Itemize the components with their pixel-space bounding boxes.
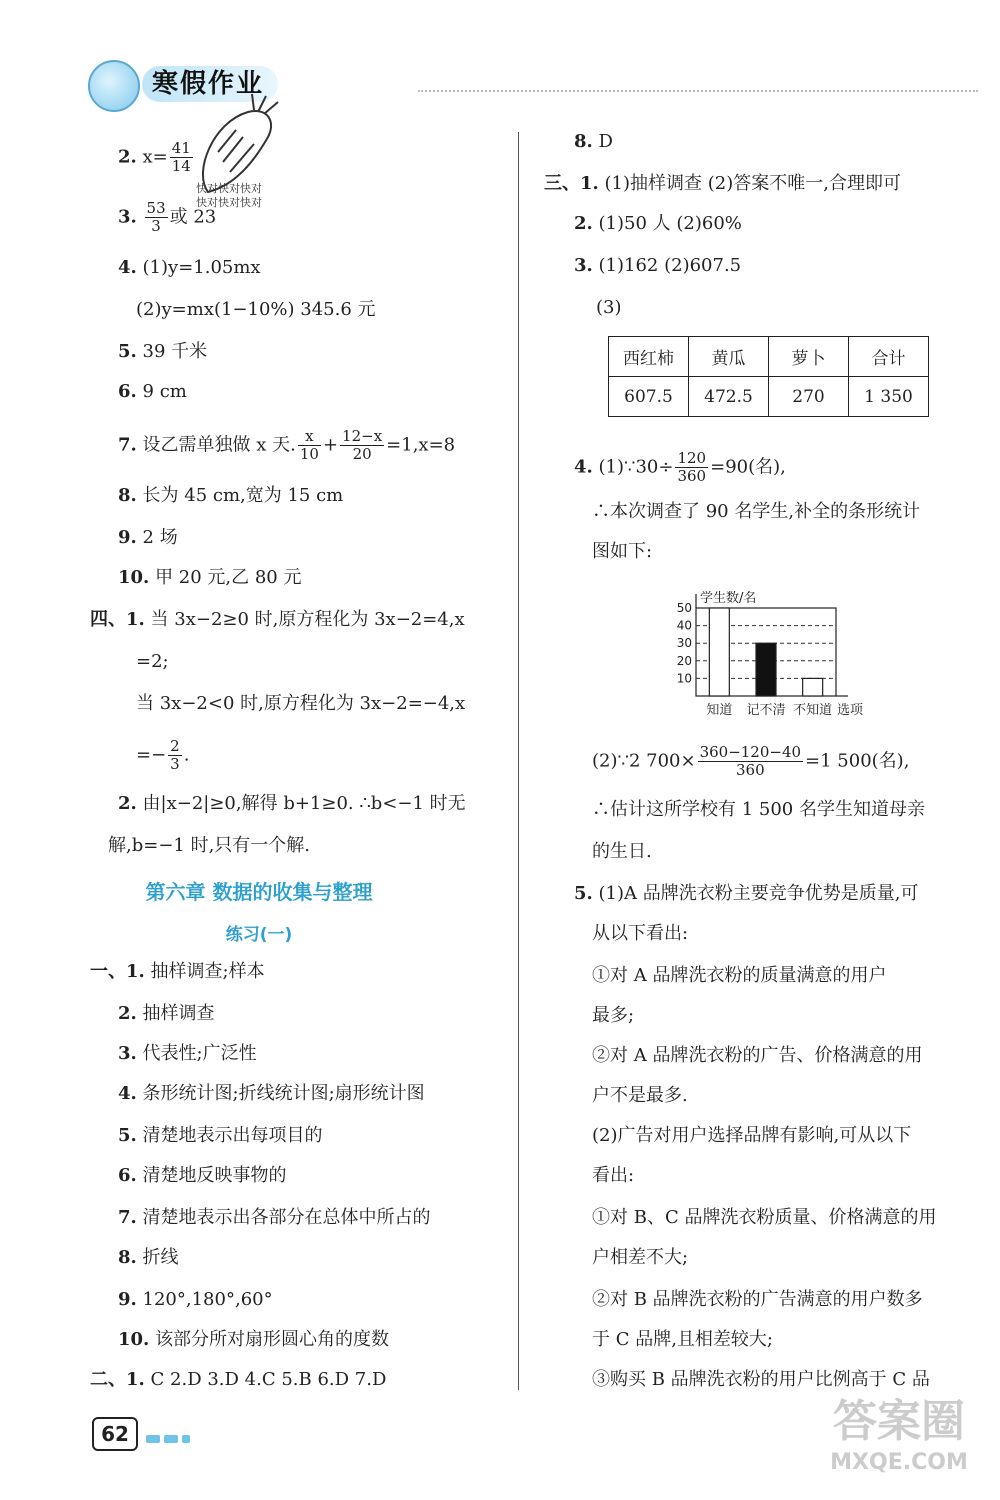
item-number: 3. bbox=[574, 255, 593, 276]
item-number: 3. bbox=[118, 1043, 137, 1064]
answer-s4-1 bbox=[90, 608, 465, 632]
answer-e9 bbox=[118, 1288, 273, 1312]
answer-e3 bbox=[118, 1042, 257, 1066]
watermark-sub: MXQE.COM bbox=[830, 1450, 968, 1475]
answer-r4-part2 bbox=[592, 744, 909, 779]
answer-text: =1 500(名), bbox=[805, 750, 910, 772]
answer-e6 bbox=[118, 1164, 287, 1188]
answer-e1 bbox=[90, 960, 265, 984]
answer-s4-1-cont: =2; bbox=[136, 651, 169, 672]
answer-text: 或 23 bbox=[169, 206, 217, 228]
table-header-cell: 萝卜 bbox=[769, 337, 849, 377]
answer-text: 长为 45 cm,宽为 15 cm bbox=[142, 485, 344, 506]
answer-r3-1 bbox=[544, 172, 901, 196]
watermark-main: 答案圈 bbox=[833, 1396, 965, 1447]
answer-text: =− bbox=[136, 744, 167, 766]
answer-r5-line: (2)广告对用户选择品牌有影响,可从以下 bbox=[592, 1125, 912, 1146]
column-divider bbox=[518, 132, 519, 1390]
table-header-cell: 西红柿 bbox=[609, 337, 689, 377]
answer-text: 120°,180°,60° bbox=[142, 1289, 273, 1310]
item-number: 5. bbox=[118, 341, 137, 362]
item-number: 三、1. bbox=[544, 173, 599, 194]
item-number: 9. bbox=[118, 1289, 137, 1310]
table-cell: 472.5 bbox=[689, 377, 769, 417]
item-number: 4. bbox=[118, 1083, 137, 1104]
fraction bbox=[145, 200, 168, 235]
answer-q4-part2: (2)y=mx(1−10%) 345.6 元 bbox=[136, 299, 376, 320]
denominator: 360 bbox=[677, 467, 707, 485]
table-header-cell: 合计 bbox=[849, 337, 929, 377]
denominator: 3 bbox=[170, 755, 180, 773]
item-number: 2. bbox=[118, 1003, 137, 1024]
chart-category-label: 不知道 bbox=[793, 703, 833, 718]
item-number: 2. bbox=[118, 793, 137, 814]
answer-text: (1)162 (2)607.5 bbox=[598, 255, 742, 276]
answer-r5-line: 从以下看出: bbox=[592, 923, 689, 944]
answer-r8 bbox=[574, 130, 613, 154]
answer-q3 bbox=[118, 200, 216, 235]
chart-ylabel: 学生数/名 bbox=[700, 591, 757, 606]
answer-q6 bbox=[118, 380, 187, 404]
answer-text: 折线 bbox=[142, 1247, 179, 1268]
answer-r5-line: ②对 A 品牌洗衣粉的广告、价格满意的用 bbox=[592, 1045, 923, 1066]
denominator: 3 bbox=[151, 217, 161, 235]
item-number: 9. bbox=[118, 527, 137, 548]
answer-text: 甲 20 元,乙 80 元 bbox=[155, 567, 302, 588]
answer-s4-2-cont: 解,b=−1 时,只有一个解. bbox=[108, 835, 311, 856]
answer-q8 bbox=[118, 484, 343, 508]
fraction bbox=[675, 450, 708, 485]
chart-bar bbox=[756, 643, 776, 696]
answer-q5 bbox=[118, 340, 207, 364]
fraction bbox=[168, 738, 182, 773]
chart-tick-label: 40 bbox=[676, 618, 692, 633]
answer-text: 由|x−2|≥0,解得 b+1≥0. ∴b<−1 时无 bbox=[142, 793, 466, 814]
answer-section2 bbox=[90, 1368, 386, 1392]
answer-r4 bbox=[574, 450, 786, 485]
answer-text: =90(名), bbox=[710, 456, 786, 478]
answer-text: 代表性;广泛性 bbox=[142, 1043, 257, 1064]
item-number: 10. bbox=[118, 567, 150, 588]
answer-text: 清楚地表示出每项目的 bbox=[142, 1125, 323, 1146]
answer-r5-line: ①对 B、C 品牌洗衣粉质量、价格满意的用 bbox=[592, 1207, 937, 1228]
item-number: 一、1. bbox=[90, 961, 145, 982]
answer-text: 清楚地表示出各部分在总体中所占的 bbox=[142, 1207, 431, 1228]
item-number: 6. bbox=[118, 1165, 137, 1186]
answer-text: x= bbox=[142, 146, 168, 168]
table-row bbox=[609, 377, 929, 417]
chapter-title: 第六章 数据的收集与整理 bbox=[145, 880, 373, 904]
item-number: 4. bbox=[574, 456, 593, 478]
table-header-cell: 黄瓜 bbox=[689, 337, 769, 377]
fraction bbox=[298, 428, 321, 463]
answer-text: 抽样调查;样本 bbox=[150, 961, 265, 982]
answer-text: (1)抽样调查 (2)答案不唯一,合理即可 bbox=[604, 173, 901, 194]
denominator: 20 bbox=[352, 445, 372, 463]
numerator: 2 bbox=[170, 737, 180, 755]
watermark bbox=[814, 1396, 984, 1491]
answer-r4-line3: 图如下: bbox=[592, 541, 653, 562]
numerator: 120 bbox=[677, 449, 707, 467]
item-number: 7. bbox=[118, 1207, 137, 1228]
stamp-line: 快对快对快对 bbox=[196, 182, 262, 195]
answer-r5 bbox=[574, 882, 918, 906]
item-number: 8. bbox=[118, 485, 137, 506]
chart-category-label: 知道 bbox=[706, 703, 733, 718]
item-number: 3. bbox=[118, 206, 137, 228]
item-number: 7. bbox=[118, 434, 137, 456]
fraction bbox=[698, 744, 803, 779]
answer-text: =1,x=8 bbox=[386, 434, 456, 456]
answer-r3-3 bbox=[574, 254, 741, 278]
numerator: 12−x bbox=[342, 427, 383, 445]
fraction bbox=[170, 140, 193, 175]
answer-text: 清楚地反映事物的 bbox=[142, 1165, 287, 1186]
answer-text: (1)y=1.05mx bbox=[142, 257, 261, 278]
item-number: 4. bbox=[118, 257, 137, 278]
denominator: 14 bbox=[171, 157, 191, 175]
item-number: 四、1. bbox=[90, 609, 145, 630]
answer-text: 9 cm bbox=[142, 381, 187, 402]
item-number: 5. bbox=[574, 883, 593, 904]
answer-text: 39 千米 bbox=[142, 341, 208, 362]
answer-q7 bbox=[118, 428, 455, 463]
answer-q10 bbox=[118, 566, 301, 590]
answer-s4-2 bbox=[118, 792, 466, 816]
page-number: 62 bbox=[92, 1417, 138, 1451]
item-number: 8. bbox=[574, 131, 593, 152]
chart-bar bbox=[803, 678, 823, 696]
numerator: 41 bbox=[171, 139, 191, 157]
item-number: 6. bbox=[118, 381, 137, 402]
answer-text: 抽样调查 bbox=[142, 1003, 215, 1024]
answer-text: (1)50 人 (2)60% bbox=[598, 213, 742, 234]
answer-text: (2)∵2 700× bbox=[592, 750, 696, 772]
answer-text: D bbox=[598, 131, 613, 152]
item-number: 5. bbox=[118, 1125, 137, 1146]
answer-r5-line: 最多; bbox=[592, 1005, 635, 1026]
answer-text: 条形统计图;折线统计图;扇形统计图 bbox=[142, 1083, 425, 1104]
denominator: 360 bbox=[735, 761, 765, 779]
header-title: 寒假作业 bbox=[142, 66, 278, 102]
mascot-logo-icon bbox=[88, 60, 140, 112]
answer-r4-line5: ∴估计这所学校有 1 500 名学生知道母亲 bbox=[592, 799, 925, 820]
table-cell: 1 350 bbox=[849, 377, 929, 417]
chart-tick-label: 50 bbox=[676, 601, 692, 615]
answer-text: 当 3x−2≥0 时,原方程化为 3x−2=4,x bbox=[150, 609, 465, 630]
item-number: 10. bbox=[118, 1329, 150, 1350]
item-number: 2. bbox=[574, 213, 593, 234]
table-cell: 607.5 bbox=[609, 377, 689, 417]
exercise-title: 练习(一) bbox=[225, 925, 293, 945]
answer-q9 bbox=[118, 526, 178, 550]
answer-text: (1)A 品牌洗衣粉主要竞争优势是质量,可 bbox=[598, 883, 919, 904]
item-number: 2. bbox=[118, 146, 137, 168]
answer-r5-line: ①对 A 品牌洗衣粉的质量满意的用户 bbox=[592, 965, 887, 986]
table-row bbox=[609, 337, 929, 377]
item-number: 二、1. bbox=[90, 1369, 145, 1390]
fraction bbox=[340, 428, 384, 463]
answer-r5-line: 于 C 品牌,且相差较大; bbox=[592, 1329, 774, 1350]
chart-category-label: 记不清 bbox=[746, 703, 786, 718]
answer-text: 该部分所对扇形圆心角的度数 bbox=[155, 1329, 390, 1350]
bar-chart bbox=[660, 578, 890, 728]
answer-r5-line: 户相差不大; bbox=[592, 1247, 689, 1268]
answer-e7 bbox=[118, 1206, 431, 1230]
answer-r4-line6: 的生日. bbox=[592, 841, 652, 862]
answer-r3-3-part3: (3) bbox=[596, 297, 622, 318]
answer-text: 2 场 bbox=[142, 527, 178, 548]
answer-r4-line2: ∴本次调查了 90 名学生,补全的条形统计 bbox=[592, 501, 921, 522]
answer-s4-1-case2: 当 3x−2<0 时,原方程化为 3x−2=−4,x bbox=[136, 693, 466, 714]
answer-text: C 2.D 3.D 4.C 5.B 6.D 7.D bbox=[150, 1369, 387, 1390]
answer-text: (1)∵30÷ bbox=[598, 456, 674, 478]
stamp-line: 快对快对快对 bbox=[196, 196, 262, 209]
answer-r5-line: 户不是最多. bbox=[592, 1085, 688, 1106]
chart-tick-label: 10 bbox=[676, 671, 692, 686]
answer-text: 设乙需单独做 x 天. bbox=[142, 434, 296, 456]
item-number: 8. bbox=[118, 1247, 137, 1268]
answer-e5 bbox=[118, 1124, 323, 1148]
chart-tick-label: 20 bbox=[676, 653, 692, 668]
answer-r3-2 bbox=[574, 212, 742, 236]
chart-bar bbox=[709, 608, 729, 696]
chart-xlabel: 选项 bbox=[836, 703, 864, 718]
denominator: 10 bbox=[299, 445, 319, 463]
numerator: 360−120−40 bbox=[699, 743, 802, 761]
header-dotted-line bbox=[418, 90, 978, 92]
answer-e4 bbox=[118, 1082, 425, 1106]
vegetable-table bbox=[608, 336, 929, 417]
answer-e10 bbox=[118, 1328, 389, 1352]
table-cell: 270 bbox=[769, 377, 849, 417]
answer-text: . bbox=[183, 744, 190, 766]
answer-s4-1-result bbox=[136, 738, 189, 773]
answer-r5-line: ②对 B 品牌洗衣粉的广告满意的用户数多 bbox=[592, 1289, 923, 1310]
footer-decoration bbox=[146, 1428, 194, 1447]
answer-q4 bbox=[118, 256, 261, 280]
answer-q2 bbox=[118, 140, 195, 175]
plus-sign: + bbox=[322, 434, 339, 456]
answer-r5-line: 看出: bbox=[592, 1165, 635, 1186]
answer-e2 bbox=[118, 1002, 215, 1026]
answer-e8 bbox=[118, 1246, 179, 1270]
answer-r5-line: ③购买 B 品牌洗衣粉的用户比例高于 C 品 bbox=[592, 1369, 930, 1390]
numerator: 53 bbox=[146, 199, 166, 217]
numerator: x bbox=[298, 428, 321, 446]
chart-tick-label: 30 bbox=[676, 636, 692, 651]
